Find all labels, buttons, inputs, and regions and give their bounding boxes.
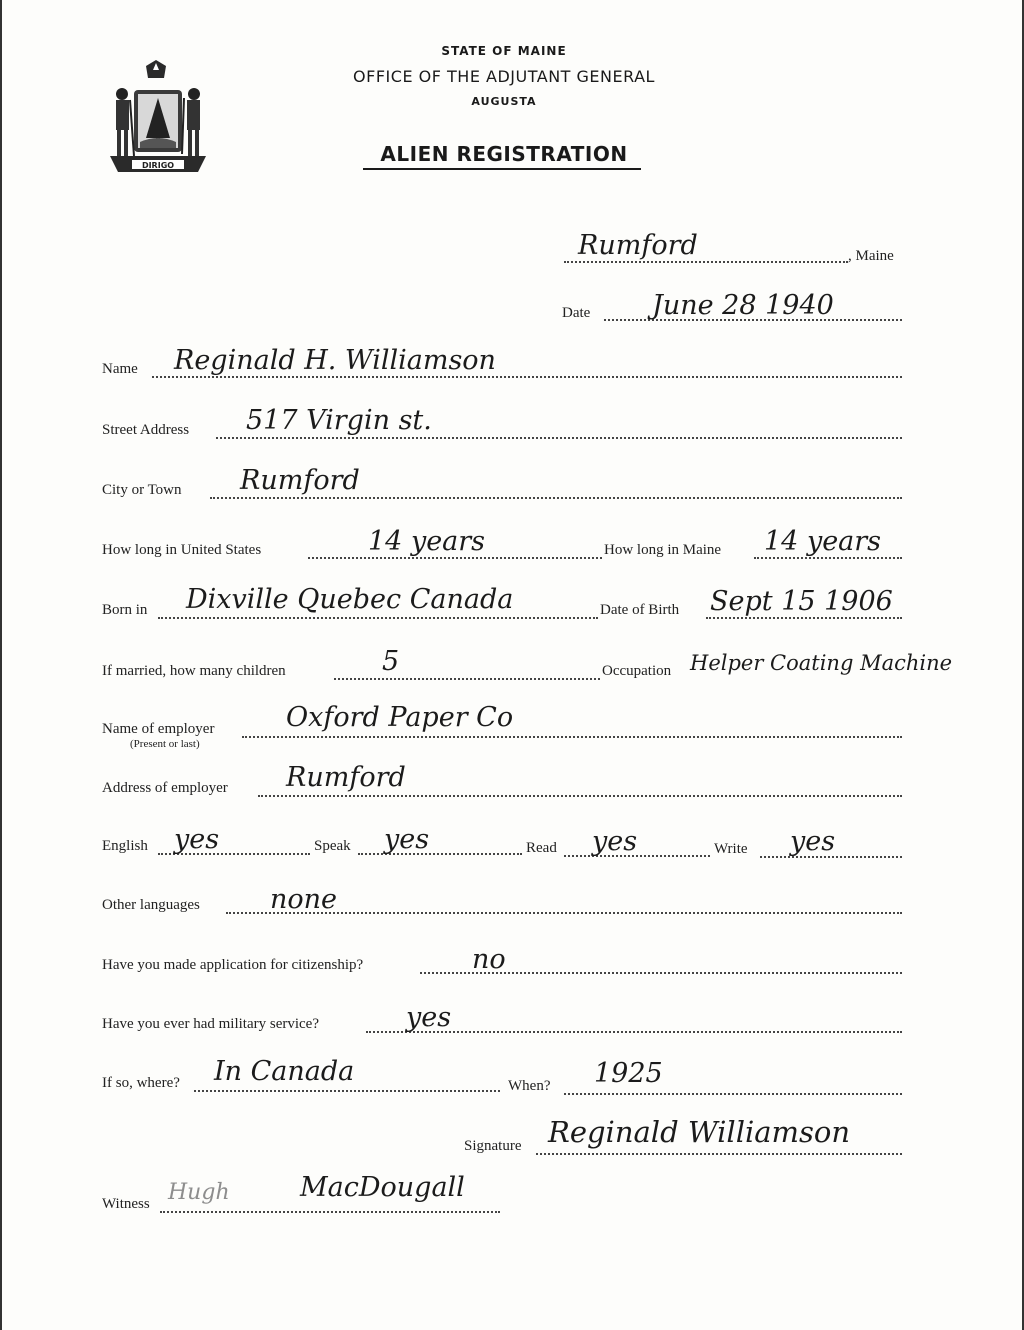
how-long-us-line bbox=[308, 557, 602, 559]
employer-address-label: Address of employer bbox=[102, 780, 228, 796]
write-label: Write bbox=[714, 841, 748, 857]
signature-value: Reginald Williamson bbox=[548, 1115, 851, 1149]
employer-label: Name of employer bbox=[102, 721, 215, 737]
born-in-label: Born in bbox=[102, 602, 148, 618]
born-in-value: Dixville Quebec Canada bbox=[186, 584, 514, 615]
street-address-value: 517 Virgin st. bbox=[246, 405, 432, 436]
when-value: 1925 bbox=[594, 1058, 663, 1089]
name-label: Name bbox=[102, 361, 138, 377]
children-label: If married, how many children bbox=[102, 663, 286, 679]
children-value: 5 bbox=[382, 646, 400, 677]
city-or-town-line bbox=[210, 497, 902, 499]
witness-line bbox=[160, 1211, 500, 1213]
how-long-us-label: How long in United States bbox=[102, 542, 262, 558]
children-line bbox=[334, 678, 600, 680]
english-label: English bbox=[102, 838, 148, 854]
speak-line bbox=[358, 853, 522, 855]
military-label: Have you ever had military service? bbox=[102, 1016, 319, 1032]
citizenship-label: Have you made application for citizenship? bbox=[102, 957, 364, 973]
speak-label: Speak bbox=[314, 838, 351, 854]
place-value: Rumford bbox=[578, 230, 698, 261]
date-of-birth-label: Date of Birth bbox=[600, 602, 680, 618]
military-value: yes bbox=[406, 1002, 452, 1033]
state-of-maine-seal-icon bbox=[106, 60, 210, 180]
citizenship-value: no bbox=[472, 944, 506, 975]
where-value: In Canada bbox=[214, 1056, 355, 1087]
street-address-line bbox=[216, 437, 902, 439]
employer-sublabel: (Present or last) bbox=[130, 738, 200, 750]
name-line bbox=[152, 376, 902, 378]
office-heading: OFFICE OF THE ADJUTANT GENERAL bbox=[353, 67, 655, 86]
place-line bbox=[564, 261, 848, 263]
occupation-value: Helper Coating Machine bbox=[690, 651, 953, 675]
witness-value: MacDougall bbox=[300, 1172, 465, 1203]
how-long-us-value: 14 years bbox=[368, 526, 486, 557]
seal-lettering: DIRIGO bbox=[141, 161, 175, 170]
how-long-maine-value: 14 years bbox=[764, 526, 882, 557]
write-value: yes bbox=[790, 826, 836, 857]
employer-line bbox=[242, 736, 902, 738]
where-line bbox=[194, 1090, 500, 1092]
form-title: ALIEN REGISTRATION bbox=[380, 142, 628, 166]
city-or-town-value: Rumford bbox=[240, 465, 360, 496]
when-line bbox=[564, 1093, 902, 1095]
city-heading: AUGUSTA bbox=[471, 95, 537, 108]
date-label: Date bbox=[562, 305, 591, 321]
signature-label: Signature bbox=[464, 1138, 522, 1154]
speak-value: yes bbox=[384, 824, 430, 855]
other-languages-value: none bbox=[270, 884, 338, 915]
employer-value: Oxford Paper Co bbox=[286, 702, 514, 733]
occupation-label: Occupation bbox=[602, 663, 672, 679]
signature-line bbox=[536, 1153, 902, 1155]
title-underline bbox=[363, 168, 641, 170]
how-long-maine-line bbox=[754, 557, 902, 559]
born-in-line bbox=[158, 617, 598, 619]
name-value: Reginald H. Williamson bbox=[174, 345, 496, 376]
place-suffix: , Maine bbox=[848, 248, 894, 264]
read-line bbox=[564, 855, 710, 857]
employer-address-line bbox=[258, 795, 902, 797]
read-label: Read bbox=[526, 840, 557, 856]
where-label: If so, where? bbox=[102, 1075, 180, 1091]
when-label: When? bbox=[508, 1078, 551, 1094]
employer-address-value: Rumford bbox=[286, 762, 406, 793]
how-long-maine-label: How long in Maine bbox=[604, 542, 722, 558]
read-value: yes bbox=[592, 826, 638, 857]
city-or-town-label: City or Town bbox=[102, 482, 182, 498]
date-of-birth-value: Sept 15 1906 bbox=[710, 586, 893, 617]
date-of-birth-line bbox=[706, 617, 902, 619]
english-value: yes bbox=[174, 824, 220, 855]
street-address-label: Street Address bbox=[102, 422, 190, 438]
other-languages-label: Other languages bbox=[102, 897, 200, 913]
state-heading: STATE OF MAINE bbox=[441, 44, 567, 58]
witness-label: Witness bbox=[102, 1196, 150, 1212]
date-value: June 28 1940 bbox=[652, 290, 834, 321]
witness-value-faint: Hugh bbox=[168, 1180, 230, 1205]
